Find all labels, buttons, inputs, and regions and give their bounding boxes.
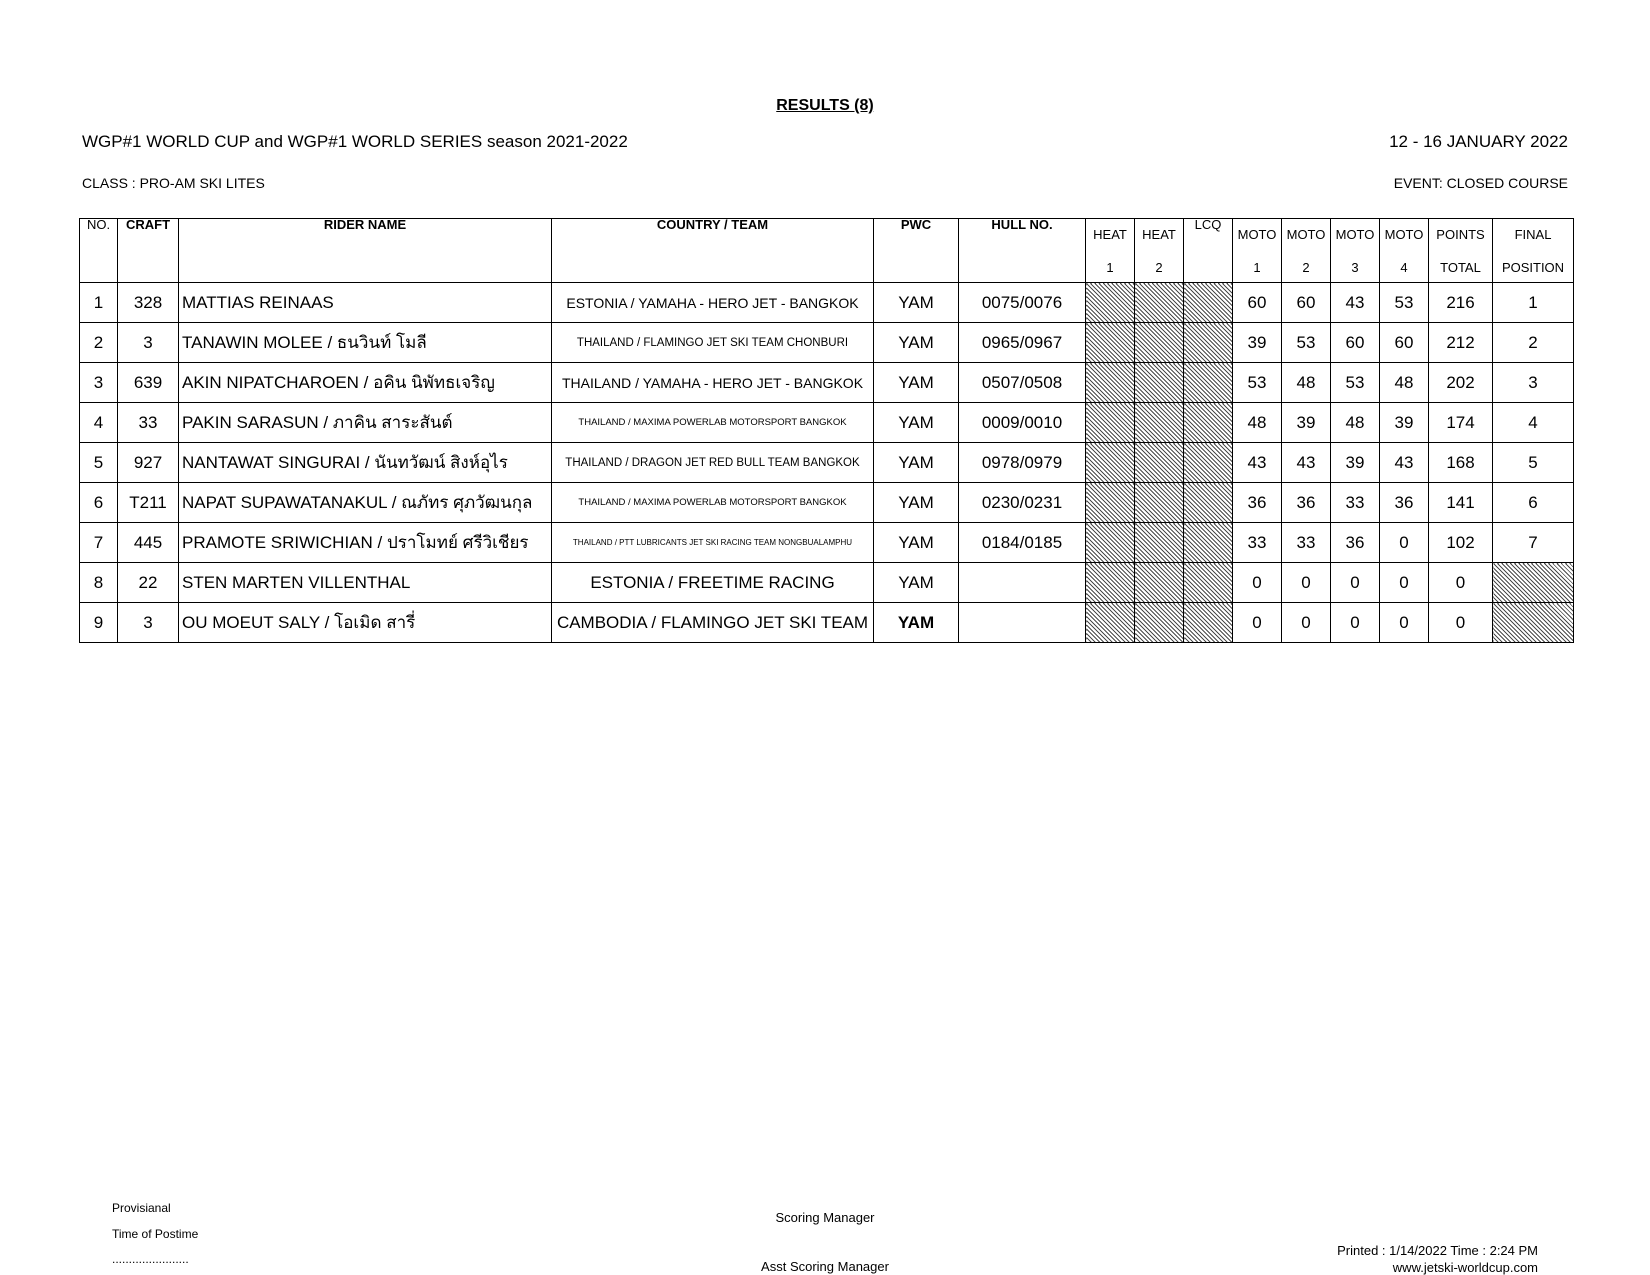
cell-craft: 33 [118, 403, 179, 443]
cell-no: 4 [80, 403, 118, 443]
results-table [79, 218, 1574, 643]
cell-heat-1 [1086, 363, 1135, 403]
header-moto-2: MOTO 2 [1282, 219, 1331, 283]
cell-final-position: 1 [1493, 283, 1574, 323]
cell-pwc: YAM [874, 483, 959, 523]
printed-timestamp: Printed : 1/14/2022 Time : 2:24 PM [1337, 1243, 1538, 1258]
cell-moto-3: 39 [1331, 443, 1380, 483]
cell-final-position [1493, 563, 1574, 603]
cell-craft: 22 [118, 563, 179, 603]
cell-heat-1 [1086, 443, 1135, 483]
table-row [80, 363, 1574, 403]
cell-points-total: 174 [1429, 403, 1493, 443]
table-row [80, 483, 1574, 523]
cell-moto-1: 43 [1233, 443, 1282, 483]
cell-points-total: 168 [1429, 443, 1493, 483]
cell-pwc: YAM [874, 523, 959, 563]
cell-rider-name: MATTIAS REINAAS [179, 283, 552, 323]
cell-moto-2: 60 [1282, 283, 1331, 323]
cell-heat-2 [1135, 283, 1184, 323]
cell-craft: 445 [118, 523, 179, 563]
cell-moto-4: 0 [1380, 563, 1429, 603]
cell-pwc: YAM [874, 443, 959, 483]
table-row [80, 563, 1574, 603]
cell-points-total: 0 [1429, 603, 1493, 643]
header-hull-no: HULL NO. [959, 219, 1086, 283]
cell-pwc: YAM [874, 283, 959, 323]
cell-no: 1 [80, 283, 118, 323]
cell-hull-no [959, 603, 1086, 643]
cell-heat-2 [1135, 443, 1184, 483]
cell-lcq [1184, 443, 1233, 483]
cell-craft: 3 [118, 323, 179, 363]
cell-lcq [1184, 363, 1233, 403]
cell-points-total: 216 [1429, 283, 1493, 323]
cell-moto-4: 60 [1380, 323, 1429, 363]
header-heat-2: HEAT 2 [1135, 219, 1184, 283]
postime-placeholder: ....................... [112, 1252, 189, 1266]
cell-no: 7 [80, 523, 118, 563]
cell-moto-2: 48 [1282, 363, 1331, 403]
cell-points-total: 212 [1429, 323, 1493, 363]
cell-pwc: YAM [874, 603, 959, 643]
cell-no: 9 [80, 603, 118, 643]
cell-country-team: THAILAND / YAMAHA - HERO JET - BANGKOK [552, 363, 874, 403]
cell-rider-name: OU MOEUT SALY / โอเมิด สารี่ [179, 603, 552, 643]
cell-final-position: 7 [1493, 523, 1574, 563]
cell-hull-no [959, 563, 1086, 603]
cell-hull-no: 0507/0508 [959, 363, 1086, 403]
cell-moto-3: 60 [1331, 323, 1380, 363]
cell-moto-4: 36 [1380, 483, 1429, 523]
cell-moto-4: 53 [1380, 283, 1429, 323]
class-label: CLASS : PRO-AM SKI LITES [82, 175, 265, 191]
header-moto-1: MOTO 1 [1233, 219, 1282, 283]
cell-moto-2: 39 [1282, 403, 1331, 443]
cell-moto-2: 36 [1282, 483, 1331, 523]
cell-no: 3 [80, 363, 118, 403]
cell-points-total: 0 [1429, 563, 1493, 603]
header-moto-3: MOTO 3 [1331, 219, 1380, 283]
cell-moto-3: 0 [1331, 563, 1380, 603]
cell-moto-3: 0 [1331, 603, 1380, 643]
cell-rider-name: PRAMOTE SRIWICHIAN / ปราโมทย์ ศรีวิเชียร [179, 523, 552, 563]
cell-moto-1: 48 [1233, 403, 1282, 443]
cell-moto-4: 48 [1380, 363, 1429, 403]
table-row [80, 603, 1574, 643]
time-of-postime-label: Time of Postime [112, 1227, 199, 1241]
cell-hull-no: 0184/0185 [959, 523, 1086, 563]
cell-moto-4: 43 [1380, 443, 1429, 483]
cell-country-team: THAILAND / FLAMINGO JET SKI TEAM CHONBURI [552, 323, 874, 363]
cell-moto-2: 0 [1282, 563, 1331, 603]
cell-moto-4: 39 [1380, 403, 1429, 443]
cell-lcq [1184, 563, 1233, 603]
asst-scoring-manager-label: Asst Scoring Manager [761, 1259, 889, 1274]
cell-moto-2: 43 [1282, 443, 1331, 483]
cell-moto-3: 48 [1331, 403, 1380, 443]
cell-heat-2 [1135, 483, 1184, 523]
cell-moto-3: 43 [1331, 283, 1380, 323]
cell-moto-1: 33 [1233, 523, 1282, 563]
cell-moto-1: 0 [1233, 563, 1282, 603]
cell-final-position: 6 [1493, 483, 1574, 523]
page-title: RESULTS (8) [776, 97, 874, 114]
table-row [80, 523, 1574, 563]
cell-heat-1 [1086, 563, 1135, 603]
cell-lcq [1184, 403, 1233, 443]
cell-country-team: THAILAND / MAXIMA POWERLAB MOTORSPORT BANGKOK [552, 403, 874, 443]
cell-moto-1: 60 [1233, 283, 1282, 323]
cell-lcq [1184, 603, 1233, 643]
event-type: EVENT: CLOSED COURSE [1393, 175, 1568, 191]
cell-country-team: ESTONIA / YAMAHA - HERO JET - BANGKOK [552, 283, 874, 323]
cell-moto-4: 0 [1380, 603, 1429, 643]
header-points-total: POINTS TOTAL [1429, 219, 1493, 283]
cell-heat-2 [1135, 363, 1184, 403]
header-final-position: FINAL POSITION [1493, 219, 1574, 283]
header-row [80, 219, 1574, 283]
cell-points-total: 202 [1429, 363, 1493, 403]
cell-country-team: ESTONIA / FREETIME RACING [552, 563, 874, 603]
cell-no: 6 [80, 483, 118, 523]
cell-heat-2 [1135, 563, 1184, 603]
cell-rider-name: TANAWIN MOLEE / ธนวินท์ โมลี [179, 323, 552, 363]
event-name: WGP#1 WORLD CUP and WGP#1 WORLD SERIES season 2021-2022 [82, 132, 628, 151]
cell-pwc: YAM [874, 563, 959, 603]
scoring-manager-label: Scoring Manager [775, 1210, 875, 1225]
table-row [80, 323, 1574, 363]
header-pwc: PWC [874, 219, 959, 283]
header-moto-4: MOTO 4 [1380, 219, 1429, 283]
cell-hull-no: 0978/0979 [959, 443, 1086, 483]
cell-heat-2 [1135, 323, 1184, 363]
cell-final-position: 2 [1493, 323, 1574, 363]
cell-craft: 3 [118, 603, 179, 643]
cell-craft: 328 [118, 283, 179, 323]
cell-heat-1 [1086, 403, 1135, 443]
cell-heat-1 [1086, 523, 1135, 563]
cell-points-total: 102 [1429, 523, 1493, 563]
header-craft: CRAFT [118, 219, 179, 283]
cell-heat-2 [1135, 403, 1184, 443]
event-dates: 12 - 16 JANUARY 2022 [1389, 132, 1568, 151]
cell-points-total: 141 [1429, 483, 1493, 523]
cell-moto-3: 53 [1331, 363, 1380, 403]
cell-lcq [1184, 523, 1233, 563]
cell-heat-1 [1086, 323, 1135, 363]
provisional-label: Provisianal [112, 1201, 171, 1215]
cell-moto-2: 33 [1282, 523, 1331, 563]
cell-pwc: YAM [874, 323, 959, 363]
cell-heat-2 [1135, 603, 1184, 643]
cell-moto-2: 53 [1282, 323, 1331, 363]
cell-country-team: CAMBODIA / FLAMINGO JET SKI TEAM [552, 603, 874, 643]
website-link[interactable]: www.jetski-worldcup.com [1392, 1260, 1538, 1275]
cell-lcq [1184, 483, 1233, 523]
cell-rider-name: AKIN NIPATCHAROEN / อคิน นิพัทธเจริญ [179, 363, 552, 403]
header-no: NO. [80, 219, 118, 283]
header-country-team: COUNTRY / TEAM [552, 219, 874, 283]
cell-pwc: YAM [874, 403, 959, 443]
cell-rider-name: PAKIN SARASUN / ภาคิน สาระสันต์ [179, 403, 552, 443]
cell-moto-1: 36 [1233, 483, 1282, 523]
header-lcq: LCQ [1184, 219, 1233, 283]
cell-moto-4: 0 [1380, 523, 1429, 563]
cell-craft: T211 [118, 483, 179, 523]
header-rider-name: RIDER NAME [179, 219, 552, 283]
cell-craft: 639 [118, 363, 179, 403]
cell-heat-1 [1086, 603, 1135, 643]
table-row [80, 443, 1574, 483]
cell-hull-no: 0009/0010 [959, 403, 1086, 443]
cell-moto-1: 39 [1233, 323, 1282, 363]
cell-country-team: THAILAND / DRAGON JET RED BULL TEAM BANGKOK [552, 443, 874, 483]
cell-final-position: 4 [1493, 403, 1574, 443]
cell-country-team: THAILAND / PTT LUBRICANTS JET SKI RACING TEAM NONGBUALAMPHU [552, 523, 874, 563]
cell-final-position [1493, 603, 1574, 643]
cell-heat-1 [1086, 483, 1135, 523]
cell-heat-2 [1135, 523, 1184, 563]
cell-moto-3: 36 [1331, 523, 1380, 563]
cell-heat-1 [1086, 283, 1135, 323]
cell-rider-name: NANTAWAT SINGURAI / นันทวัฒน์ สิงห์อุไร [179, 443, 552, 483]
cell-final-position: 5 [1493, 443, 1574, 483]
header-heat-1: HEAT 1 [1086, 219, 1135, 283]
cell-moto-2: 0 [1282, 603, 1331, 643]
cell-country-team: THAILAND / MAXIMA POWERLAB MOTORSPORT BANGKOK [552, 483, 874, 523]
cell-final-position: 3 [1493, 363, 1574, 403]
table-row [80, 403, 1574, 443]
cell-rider-name: NAPAT SUPAWATANAKUL / ณภัทร ศุภวัฒนกุล [179, 483, 552, 523]
cell-craft: 927 [118, 443, 179, 483]
cell-no: 8 [80, 563, 118, 603]
cell-no: 2 [80, 323, 118, 363]
cell-moto-1: 0 [1233, 603, 1282, 643]
cell-rider-name: STEN MARTEN VILLENTHAL [179, 563, 552, 603]
cell-moto-1: 53 [1233, 363, 1282, 403]
cell-moto-3: 33 [1331, 483, 1380, 523]
cell-hull-no: 0230/0231 [959, 483, 1086, 523]
cell-lcq [1184, 283, 1233, 323]
cell-hull-no: 0965/0967 [959, 323, 1086, 363]
table-row [80, 283, 1574, 323]
cell-pwc: YAM [874, 363, 959, 403]
cell-lcq [1184, 323, 1233, 363]
cell-no: 5 [80, 443, 118, 483]
cell-hull-no: 0075/0076 [959, 283, 1086, 323]
